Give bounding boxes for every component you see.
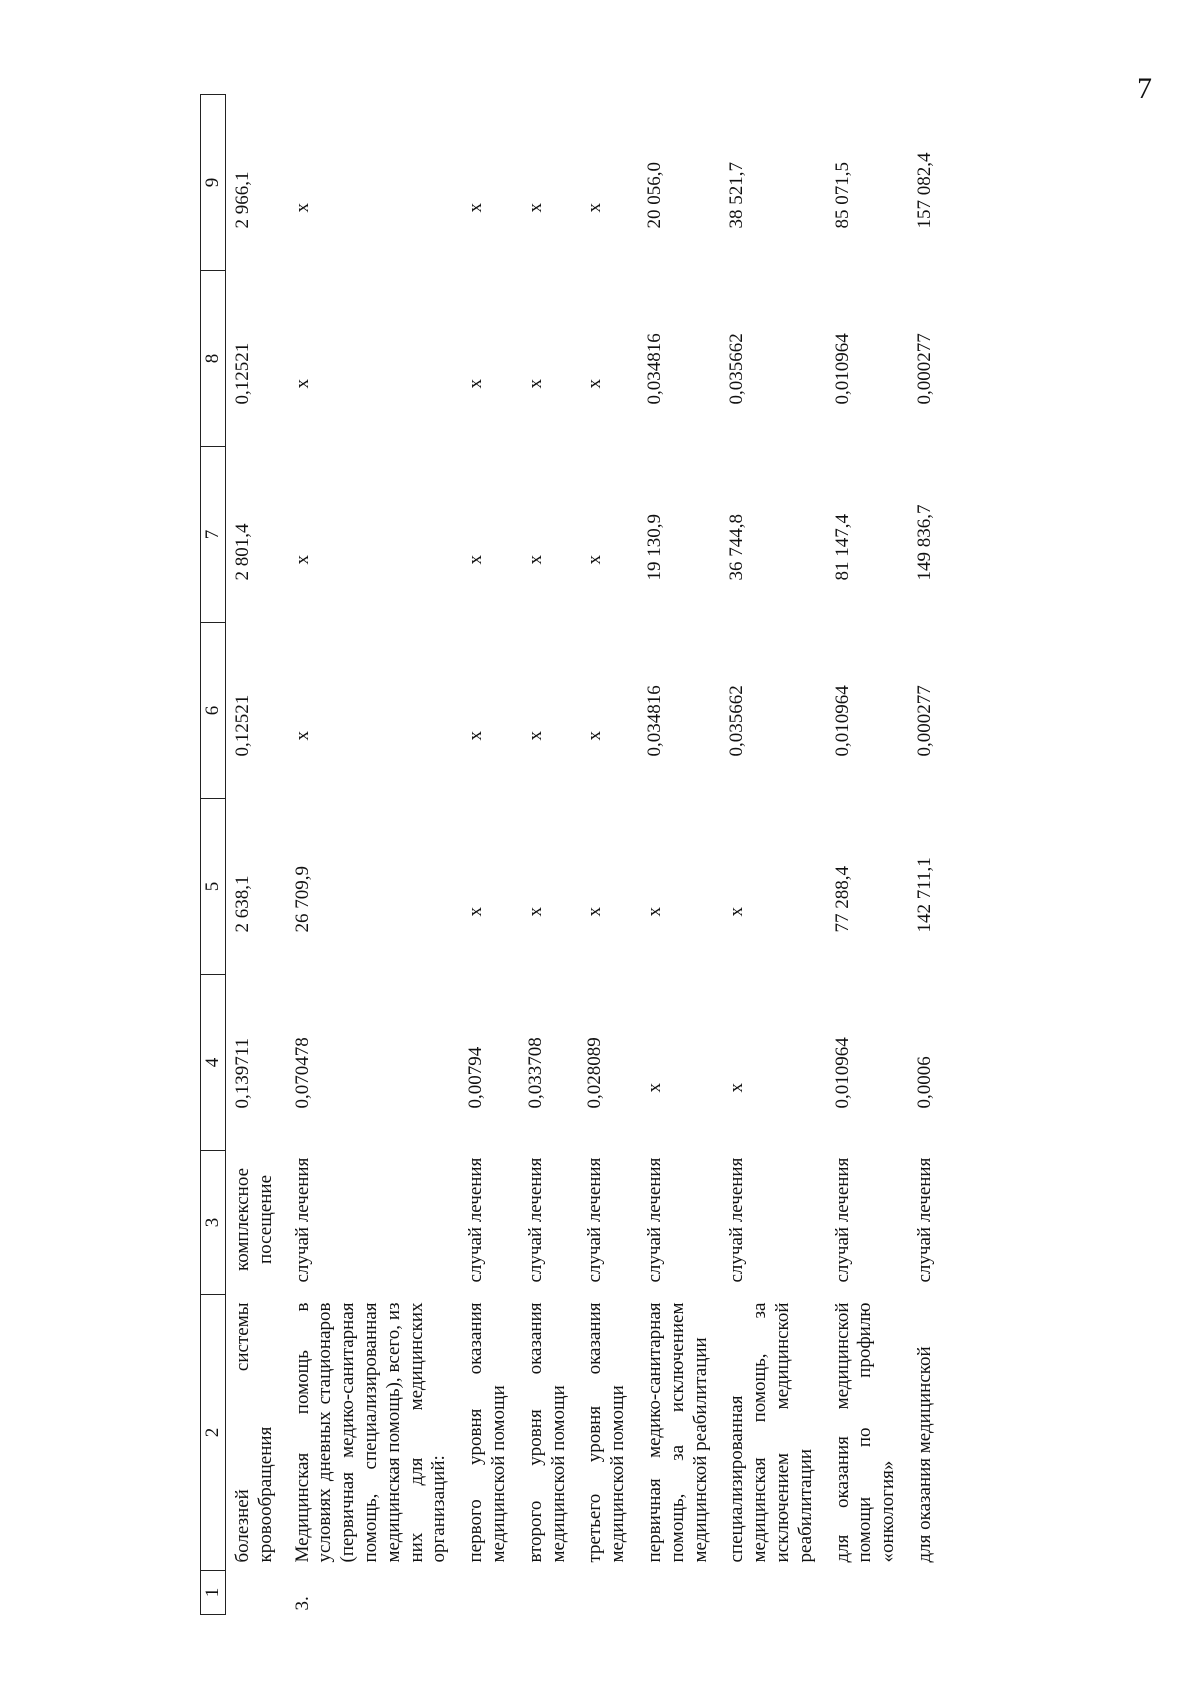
row-unit: случай лечения xyxy=(584,1157,606,1283)
cell-col6: 0,12521 xyxy=(232,694,253,757)
column-header-2: 2 xyxy=(201,1295,226,1571)
cell-col8: 0,12521 xyxy=(232,342,253,405)
row-unit: комплексное посещение xyxy=(232,1167,276,1272)
cell-col6: х xyxy=(584,731,606,741)
column-header-9: 9 xyxy=(201,95,226,271)
column-header-4: 4 xyxy=(201,975,226,1151)
cell-col6: 0,010964 xyxy=(831,685,853,757)
cell-col5: х xyxy=(524,907,546,917)
cell-col7: 149 836,7 xyxy=(913,504,935,581)
cell-col6: 0,035662 xyxy=(726,685,748,757)
table-row xyxy=(459,95,519,1615)
cell-col6: 0,000277 xyxy=(913,685,935,757)
cell-col4: 0,033708 xyxy=(524,1037,546,1109)
cell-col6: х xyxy=(465,731,487,741)
cell-col4: 0,139711 xyxy=(232,1037,253,1109)
row-unit: случай лечения xyxy=(465,1157,487,1283)
page-number: 7 xyxy=(1137,72,1152,105)
table-row xyxy=(286,95,460,1615)
row-description: первичная медико-санитарная помощь, за исключением медицинской реабилитации xyxy=(643,1302,711,1563)
cell-col5: х xyxy=(465,907,487,917)
column-header-7: 7 xyxy=(201,447,226,623)
row-number xyxy=(908,1571,945,1615)
cell-col4: 0,028089 xyxy=(584,1037,606,1109)
table-row xyxy=(578,95,638,1615)
table-row xyxy=(826,95,908,1615)
cell-col8: х xyxy=(291,379,313,389)
cell-col8: х xyxy=(465,379,487,389)
row-description: болезней системы кровообращения xyxy=(232,1302,276,1563)
row-number xyxy=(459,1571,519,1615)
table-row xyxy=(638,95,720,1615)
row-unit: случай лечения xyxy=(913,1157,935,1283)
cell-col7: 2 801,4 xyxy=(232,523,253,581)
cell-col7: 81 147,4 xyxy=(831,514,853,581)
row-description: для оказания медицинской помощи по профилю «онкология» xyxy=(831,1302,899,1563)
column-header-3: 3 xyxy=(201,1151,226,1295)
cell-col6: х xyxy=(524,731,546,741)
row-number: 3. xyxy=(291,1596,313,1611)
cell-col8: 0,000277 xyxy=(913,333,935,405)
row-number xyxy=(519,1571,579,1615)
cell-col5: 142 711,1 xyxy=(913,857,935,933)
cell-col5: х xyxy=(584,907,606,917)
cell-col9: х xyxy=(584,203,606,213)
cell-col9: 85 071,5 xyxy=(831,162,853,229)
cell-col9: х xyxy=(524,203,546,213)
cell-col7: 36 744,8 xyxy=(726,514,748,581)
cell-col8: 0,035662 xyxy=(726,333,748,405)
cell-col6: 0,034816 xyxy=(643,685,665,757)
cell-col9: 20 056,0 xyxy=(643,162,665,229)
table-row xyxy=(519,95,579,1615)
cell-col4: 0,00794 xyxy=(465,1046,487,1109)
row-unit: случай лечения xyxy=(291,1157,313,1283)
row-description: Медицинская помощь в условиях дневных стационаров (первичная медико-санитарная помощь, специализированная медицинская помощь), всего, из них для медицинских организаций: xyxy=(291,1302,450,1563)
table-row xyxy=(720,95,825,1615)
column-header-8: 8 xyxy=(201,271,226,447)
cell-col7: х xyxy=(524,555,546,565)
cell-col9: 2 966,1 xyxy=(232,171,253,229)
cell-col4: х xyxy=(726,1083,748,1093)
cell-col9: 157 082,4 xyxy=(913,152,935,229)
cell-col8: 0,034816 xyxy=(643,333,665,405)
row-description: третьего уровня оказания медицинской помощи xyxy=(584,1302,629,1563)
column-header-6: 6 xyxy=(201,623,226,799)
cell-col5: х xyxy=(643,907,665,917)
cell-col7: х xyxy=(584,555,606,565)
table-row xyxy=(908,95,945,1615)
cell-col9: х xyxy=(291,203,313,213)
cell-col4: х xyxy=(643,1083,665,1093)
cell-col5: 77 288,4 xyxy=(831,866,853,933)
row-number xyxy=(638,1571,720,1615)
table-row xyxy=(226,95,286,1615)
cell-col8: 0,010964 xyxy=(831,333,853,405)
row-description: второго уровня оказания медицинской помощи xyxy=(524,1302,569,1563)
cell-col7: х xyxy=(465,555,487,565)
cell-col6: х xyxy=(291,731,313,741)
rotated-table-container xyxy=(200,95,1200,1615)
row-unit: случай лечения xyxy=(831,1157,853,1283)
cell-col9: 38 521,7 xyxy=(726,162,748,229)
cell-col8: х xyxy=(584,379,606,389)
row-number xyxy=(826,1571,908,1615)
cell-col4: 0,0006 xyxy=(913,1056,935,1109)
cell-col4: 0,070478 xyxy=(291,1037,313,1109)
row-number xyxy=(720,1571,825,1615)
cell-col4: 0,010964 xyxy=(831,1037,853,1109)
row-unit: случай лечения xyxy=(726,1157,748,1283)
cell-col5: 2 638,1 xyxy=(232,875,253,933)
row-description: первого уровня оказания медицинской помощи xyxy=(465,1302,509,1563)
column-header-5: 5 xyxy=(201,799,226,975)
cell-col7: 19 130,9 xyxy=(643,514,665,581)
cell-col5: 26 709,9 xyxy=(291,866,313,933)
row-unit: случай лечения xyxy=(643,1157,665,1283)
row-number xyxy=(226,1571,286,1615)
row-unit: случай лечения xyxy=(524,1157,546,1283)
column-header-1: 1 xyxy=(201,1571,226,1615)
cell-col9: х xyxy=(465,203,487,213)
cell-col8: х xyxy=(524,379,546,389)
cell-col7: х xyxy=(291,555,313,565)
cell-col5: х xyxy=(726,907,748,917)
table-header-row xyxy=(201,95,226,1615)
data-table xyxy=(200,94,945,1615)
row-number xyxy=(578,1571,638,1615)
row-description: специализированная медицинская помощь, за исключением медицинской реабилитации xyxy=(726,1302,816,1563)
row-description: для оказания медицинской xyxy=(913,1346,935,1563)
